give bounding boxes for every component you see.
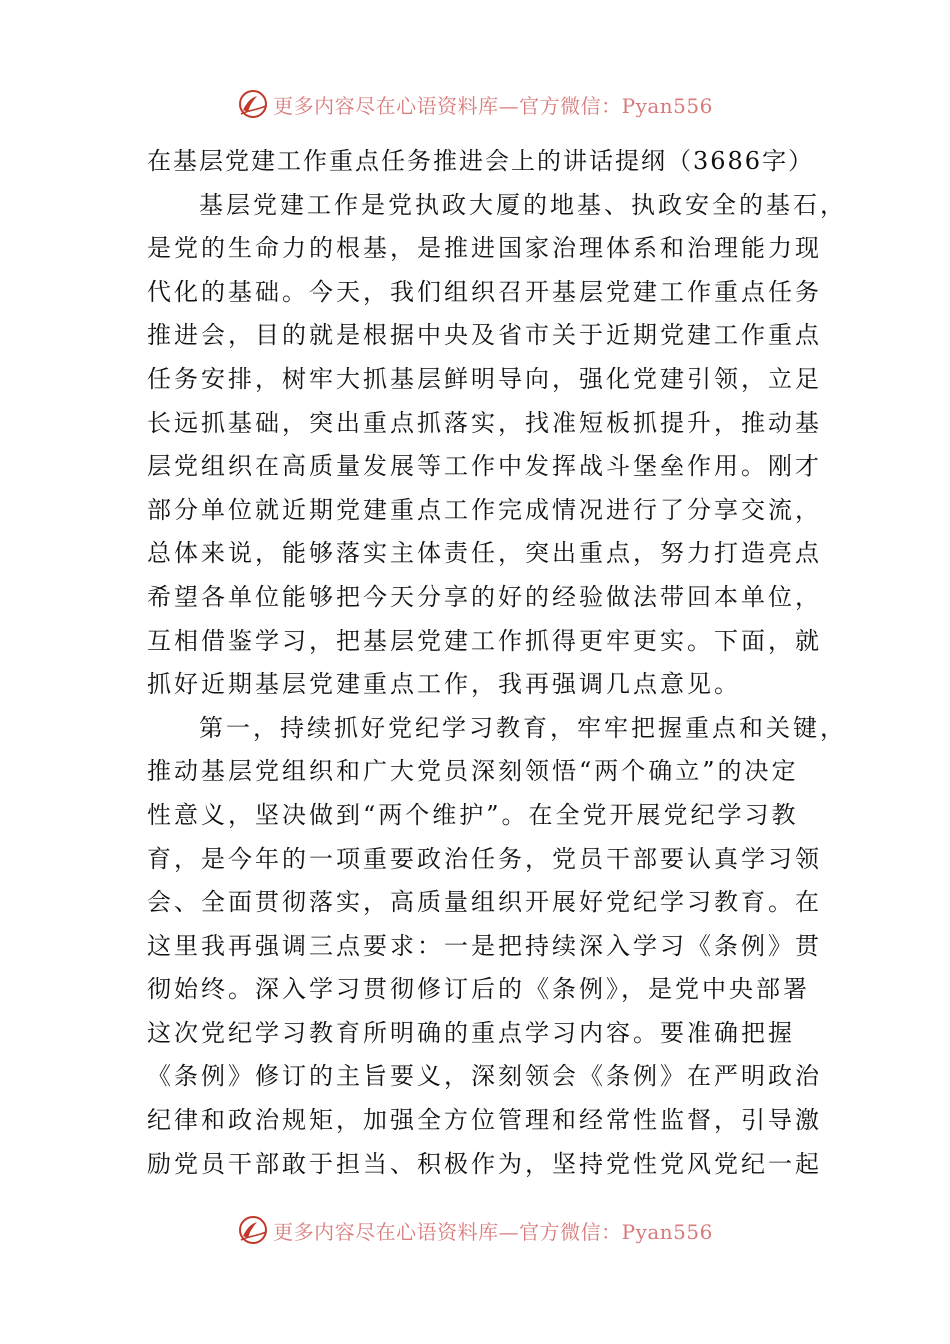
paragraph-line: 希望各单位能够把今天分享的好的经验做法带回本单位， bbox=[147, 582, 822, 611]
document-title: 在基层党建工作重点任务推进会上的讲话提纲（3686字） bbox=[147, 147, 815, 175]
paragraph-line: 互相借鉴学习，把基层党建工作抓得更牢更实。下面，就 bbox=[147, 626, 822, 655]
paragraph-line: 性意义，坚决做到“两个维护”。在全党开展党纪学习教 bbox=[147, 800, 799, 829]
paragraph-line: 长远抓基础，突出重点抓落实，找准短板抓提升，推动基 bbox=[147, 408, 822, 437]
paragraph-line: 会、全面贯彻落实，高质量组织开展好党纪学习教育。在 bbox=[147, 888, 822, 917]
watermark-text: 更多内容尽在心语资料库—官方微信：Pyan556 bbox=[273, 1219, 713, 1244]
paragraph-line: 这次党纪学习教育所明确的重点学习内容。要准确把握 bbox=[147, 1018, 795, 1047]
paragraph-line: 部分单位就近期党建重点工作完成情况进行了分享交流， bbox=[147, 495, 822, 524]
paragraph-line: 层党组织在高质量发展等工作中发挥战斗堡垒作用。刚才 bbox=[147, 452, 822, 481]
paragraph-line: 是党的生命力的根基，是推进国家治理体系和治理能力现 bbox=[147, 234, 822, 263]
paragraph-line: 《条例》修订的主旨要义，深刻领会《条例》在严明政治 bbox=[147, 1062, 822, 1091]
header-watermark bbox=[0, 84, 950, 124]
signature-pen-logo bbox=[237, 88, 269, 120]
paragraph-line: 总体来说，能够落实主体责任，突出重点，努力打造亮点 bbox=[147, 539, 822, 568]
watermark-text: 更多内容尽在心语资料库—官方微信：Pyan556 bbox=[273, 93, 713, 118]
document-body bbox=[147, 140, 847, 1186]
paragraph-line: 育，是今年的一项重要政治任务，党员干部要认真学习领 bbox=[147, 844, 822, 873]
footer-watermark bbox=[0, 1210, 950, 1250]
paragraph-line: 基层党建工作是党执政大厦的地基、执政安全的基石， bbox=[199, 190, 847, 219]
paragraph-line: 推动基层党组织和广大党员深刻领悟“两个确立”的决定 bbox=[147, 757, 799, 786]
paragraph-line: 纪律和政治规矩，加强全方位管理和经常性监督，引导激 bbox=[147, 1106, 822, 1135]
paragraph-line: 励党员干部敢于担当、积极作为，坚持党性党风党纪一起 bbox=[147, 1149, 822, 1178]
paragraph-line: 代化的基础。今天，我们组织召开基层党建工作重点任务 bbox=[147, 277, 822, 306]
paragraph-line: 推进会，目的就是根据中央及省市关于近期党建工作重点 bbox=[147, 321, 822, 350]
paragraph-line: 第一，持续抓好党纪学习教育，牢牢把握重点和关键， bbox=[199, 713, 847, 742]
paragraph-line: 任务安排，树牢大抓基层鲜明导向，强化党建引领，立足 bbox=[147, 364, 822, 393]
paragraph-line: 抓好近期基层党建重点工作，我再强调几点意见。 bbox=[147, 670, 741, 699]
signature-pen-logo bbox=[237, 1214, 269, 1246]
paragraph-line: 彻始终。深入学习贯彻修订后的《条例》，是党中央部署 bbox=[147, 975, 810, 1004]
paragraph-line: 这里我再强调三点要求：一是把持续深入学习《条例》贯 bbox=[147, 931, 822, 960]
